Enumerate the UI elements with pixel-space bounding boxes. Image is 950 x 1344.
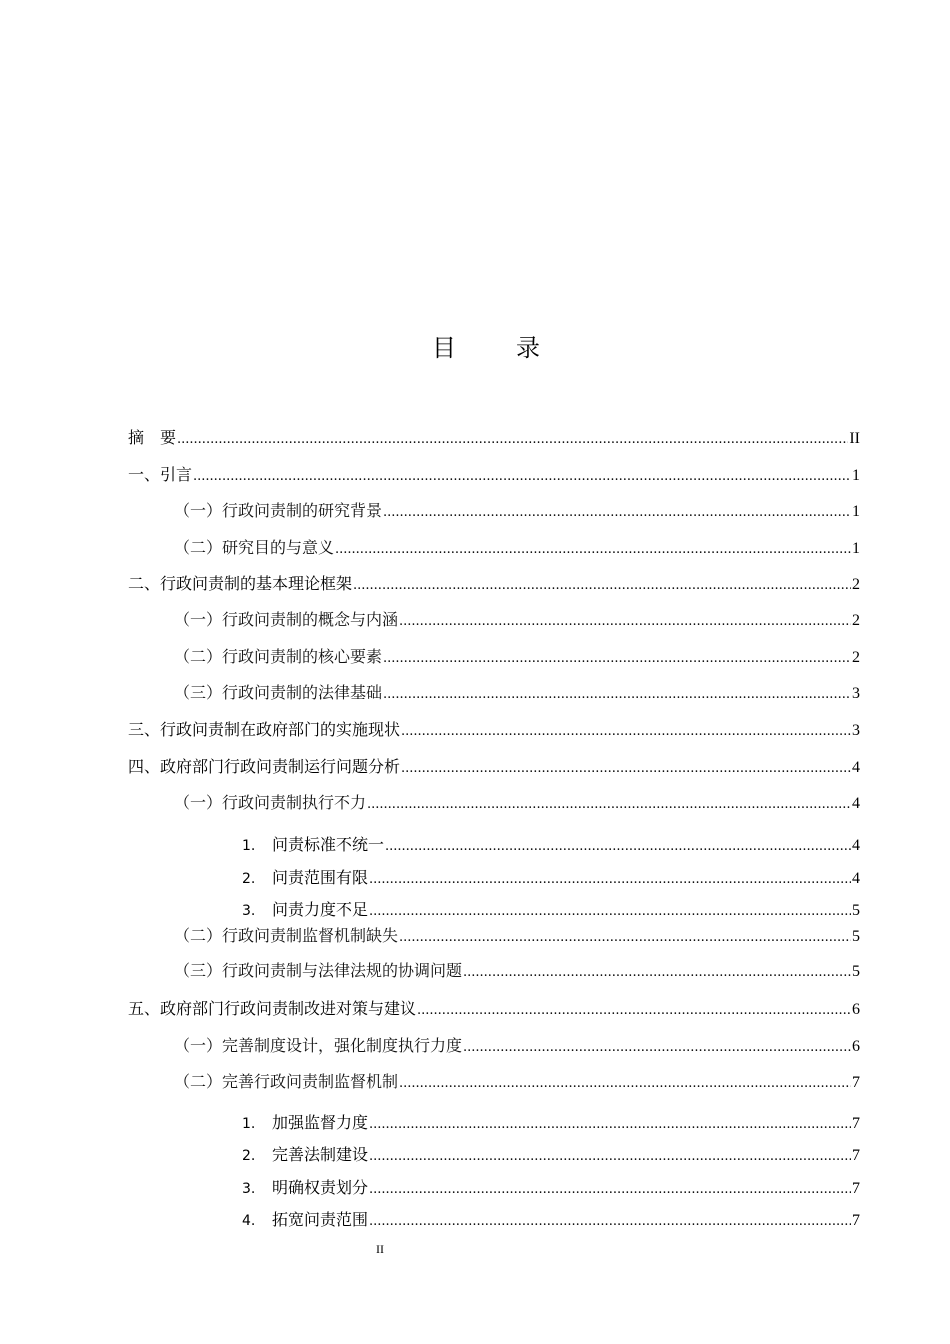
toc-entry-label (174, 607, 398, 630)
toc-leader-dots (353, 574, 851, 593)
toc-leader-dots (177, 428, 848, 447)
toc-entry[interactable] (128, 996, 860, 1019)
toc-entry-number: 3. (242, 903, 256, 919)
toc-entry-label (128, 996, 416, 1019)
toc-entry[interactable] (174, 923, 860, 946)
toc-entry-label (174, 923, 398, 946)
toc-leader-dots (369, 1113, 851, 1132)
page-number-footer: II (376, 1242, 384, 1256)
toc-entry-number: 3. (242, 1181, 256, 1197)
toc-leader-dots (399, 610, 851, 629)
toc-entry-label (128, 717, 400, 740)
toc-entry-label (242, 897, 368, 920)
toc-entry-page: 4 (852, 759, 860, 776)
toc-entry-number: 4. (242, 1213, 256, 1229)
toc-entry[interactable] (174, 958, 860, 981)
page-title: 目 录 (432, 334, 558, 362)
toc-entry-text: （三）行政问责制与法律法规的协调问题 (174, 961, 463, 980)
toc-entry-page: 7 (852, 1180, 860, 1197)
toc-entry[interactable] (174, 498, 860, 521)
toc-entry[interactable] (242, 1207, 860, 1230)
toc-entry-page: 7 (852, 1212, 860, 1229)
toc-leader-dots (367, 793, 851, 812)
toc-entry-label (174, 1069, 398, 1092)
toc-leader-dots (463, 1036, 851, 1055)
toc-entry-number: 1. (242, 1116, 256, 1132)
toc-entry-label (128, 462, 192, 485)
toc-entry-label (174, 1033, 462, 1056)
toc-entry[interactable] (242, 1175, 860, 1198)
toc-entry-number: 1. (242, 838, 256, 854)
toc-entry-label (128, 754, 400, 777)
toc-entry-page: II (849, 430, 860, 447)
toc-entry-text: 一、引言 (128, 465, 193, 484)
toc-leader-dots (385, 835, 851, 854)
toc-entry-page: 4 (852, 870, 860, 887)
toc-entry-text: 问责力度不足 (272, 900, 369, 919)
toc-entry-text: 明确权责划分 (272, 1178, 369, 1197)
toc-entry-text: 完善法制建设 (272, 1145, 369, 1164)
toc-leader-dots (401, 720, 851, 739)
toc-leader-dots (399, 1072, 851, 1091)
toc-entry-page: 7 (852, 1115, 860, 1132)
toc-entry-page: 2 (852, 576, 860, 593)
toc-entry[interactable] (128, 462, 860, 485)
toc-entry-page: 1 (852, 540, 860, 557)
toc-entry-label (242, 1175, 368, 1198)
toc-entry-label (242, 1207, 368, 1230)
toc-entry-text: 五、政府部门行政问责制改进对策与建议 (128, 999, 417, 1018)
toc-entry-text: （一）行政问责制的研究背景 (174, 501, 383, 520)
toc-entry-page: 6 (852, 1001, 860, 1018)
toc-entry-label (174, 958, 462, 981)
toc-entry[interactable] (242, 832, 860, 855)
toc-entry-text: （三）行政问责制的法律基础 (174, 683, 383, 702)
toc-entry-label (174, 498, 382, 521)
toc-entry[interactable] (174, 535, 860, 558)
toc-entry-label (242, 865, 368, 888)
toc-entry-label (242, 1110, 368, 1133)
toc-entry-number: 2. (242, 871, 256, 887)
toc-entry-label (174, 790, 366, 813)
toc-entry[interactable] (128, 571, 860, 594)
toc-entry-label (128, 425, 176, 448)
toc-entry-text: 二、行政问责制的基本理论框架 (128, 574, 353, 593)
toc-entry[interactable] (242, 1142, 860, 1165)
toc-entry[interactable] (174, 680, 860, 703)
toc-entry[interactable] (174, 1033, 860, 1056)
toc-entry-text: （二）行政问责制的核心要素 (174, 647, 383, 666)
toc-leader-dots (383, 683, 851, 702)
toc-entry-page: 2 (852, 612, 860, 629)
toc-entry-text: 问责范围有限 (272, 868, 369, 887)
toc-entry[interactable] (128, 717, 860, 740)
toc-entry[interactable] (242, 897, 860, 920)
toc-leader-dots (335, 538, 851, 557)
toc-entry[interactable] (174, 644, 860, 667)
toc-entry[interactable] (242, 1110, 860, 1133)
toc-leader-dots (193, 465, 851, 484)
toc-entry-page: 7 (852, 1074, 860, 1091)
toc-entry-number: 2. (242, 1148, 256, 1164)
toc-entry[interactable] (174, 1069, 860, 1092)
toc-leader-dots (369, 900, 851, 919)
toc-entry-text: 三、行政问责制在政府部门的实施现状 (128, 720, 401, 739)
toc-entry-text: （一）行政问责制执行不力 (174, 793, 367, 812)
toc-entry-page: 2 (852, 649, 860, 666)
toc-leader-dots (399, 926, 851, 945)
toc-entry[interactable] (174, 790, 860, 813)
toc-entry-text: 四、政府部门行政问责制运行问题分析 (128, 757, 401, 776)
toc-entry[interactable] (128, 425, 860, 448)
toc-entry-page: 6 (852, 1038, 860, 1055)
toc-entry-text: 加强监督力度 (272, 1113, 369, 1132)
toc-entry[interactable] (242, 865, 860, 888)
toc-entry-page: 4 (852, 795, 860, 812)
toc-entry-page: 7 (852, 1147, 860, 1164)
toc-entry-label (174, 535, 334, 558)
toc-leader-dots (369, 868, 851, 887)
toc-entry-page: 1 (852, 503, 860, 520)
toc-entry-text: 问责标准不统一 (272, 835, 385, 854)
toc-entry-text: 摘 要 (128, 428, 177, 447)
toc-entry-text: （二）完善行政问责制监督机制 (174, 1072, 399, 1091)
toc-entry-page: 3 (852, 722, 860, 739)
toc-leader-dots (383, 501, 851, 520)
toc-entry-page: 4 (852, 837, 860, 854)
toc-leader-dots (417, 999, 851, 1018)
toc-entry[interactable] (128, 754, 860, 777)
toc-leader-dots (383, 647, 851, 666)
toc-leader-dots (369, 1210, 851, 1229)
toc-leader-dots (369, 1178, 851, 1197)
toc-entry-label (128, 571, 352, 594)
toc-entry[interactable] (174, 607, 860, 630)
toc-entry-text: （二）行政问责制监督机制缺失 (174, 926, 399, 945)
toc-leader-dots (401, 757, 851, 776)
toc-entry-text: 拓宽问责范围 (272, 1210, 369, 1229)
toc-entry-text: （一）行政问责制的概念与内涵 (174, 610, 399, 629)
toc-entry-label (242, 1142, 368, 1165)
toc-entry-page: 5 (852, 928, 860, 945)
toc-leader-dots (463, 961, 851, 980)
toc-entry-page: 1 (852, 467, 860, 484)
toc-entry-page: 3 (852, 685, 860, 702)
toc-entry-page: 5 (852, 963, 860, 980)
toc-entry-label (174, 644, 382, 667)
toc-leader-dots (369, 1145, 851, 1164)
toc-entry-label (242, 832, 384, 855)
toc-entry-text: （二）研究目的与意义 (174, 538, 335, 557)
toc-entry-page: 5 (852, 902, 860, 919)
toc-entry-label (174, 680, 382, 703)
toc-entry-text: （一）完善制度设计，强化制度执行力度 (174, 1036, 463, 1055)
